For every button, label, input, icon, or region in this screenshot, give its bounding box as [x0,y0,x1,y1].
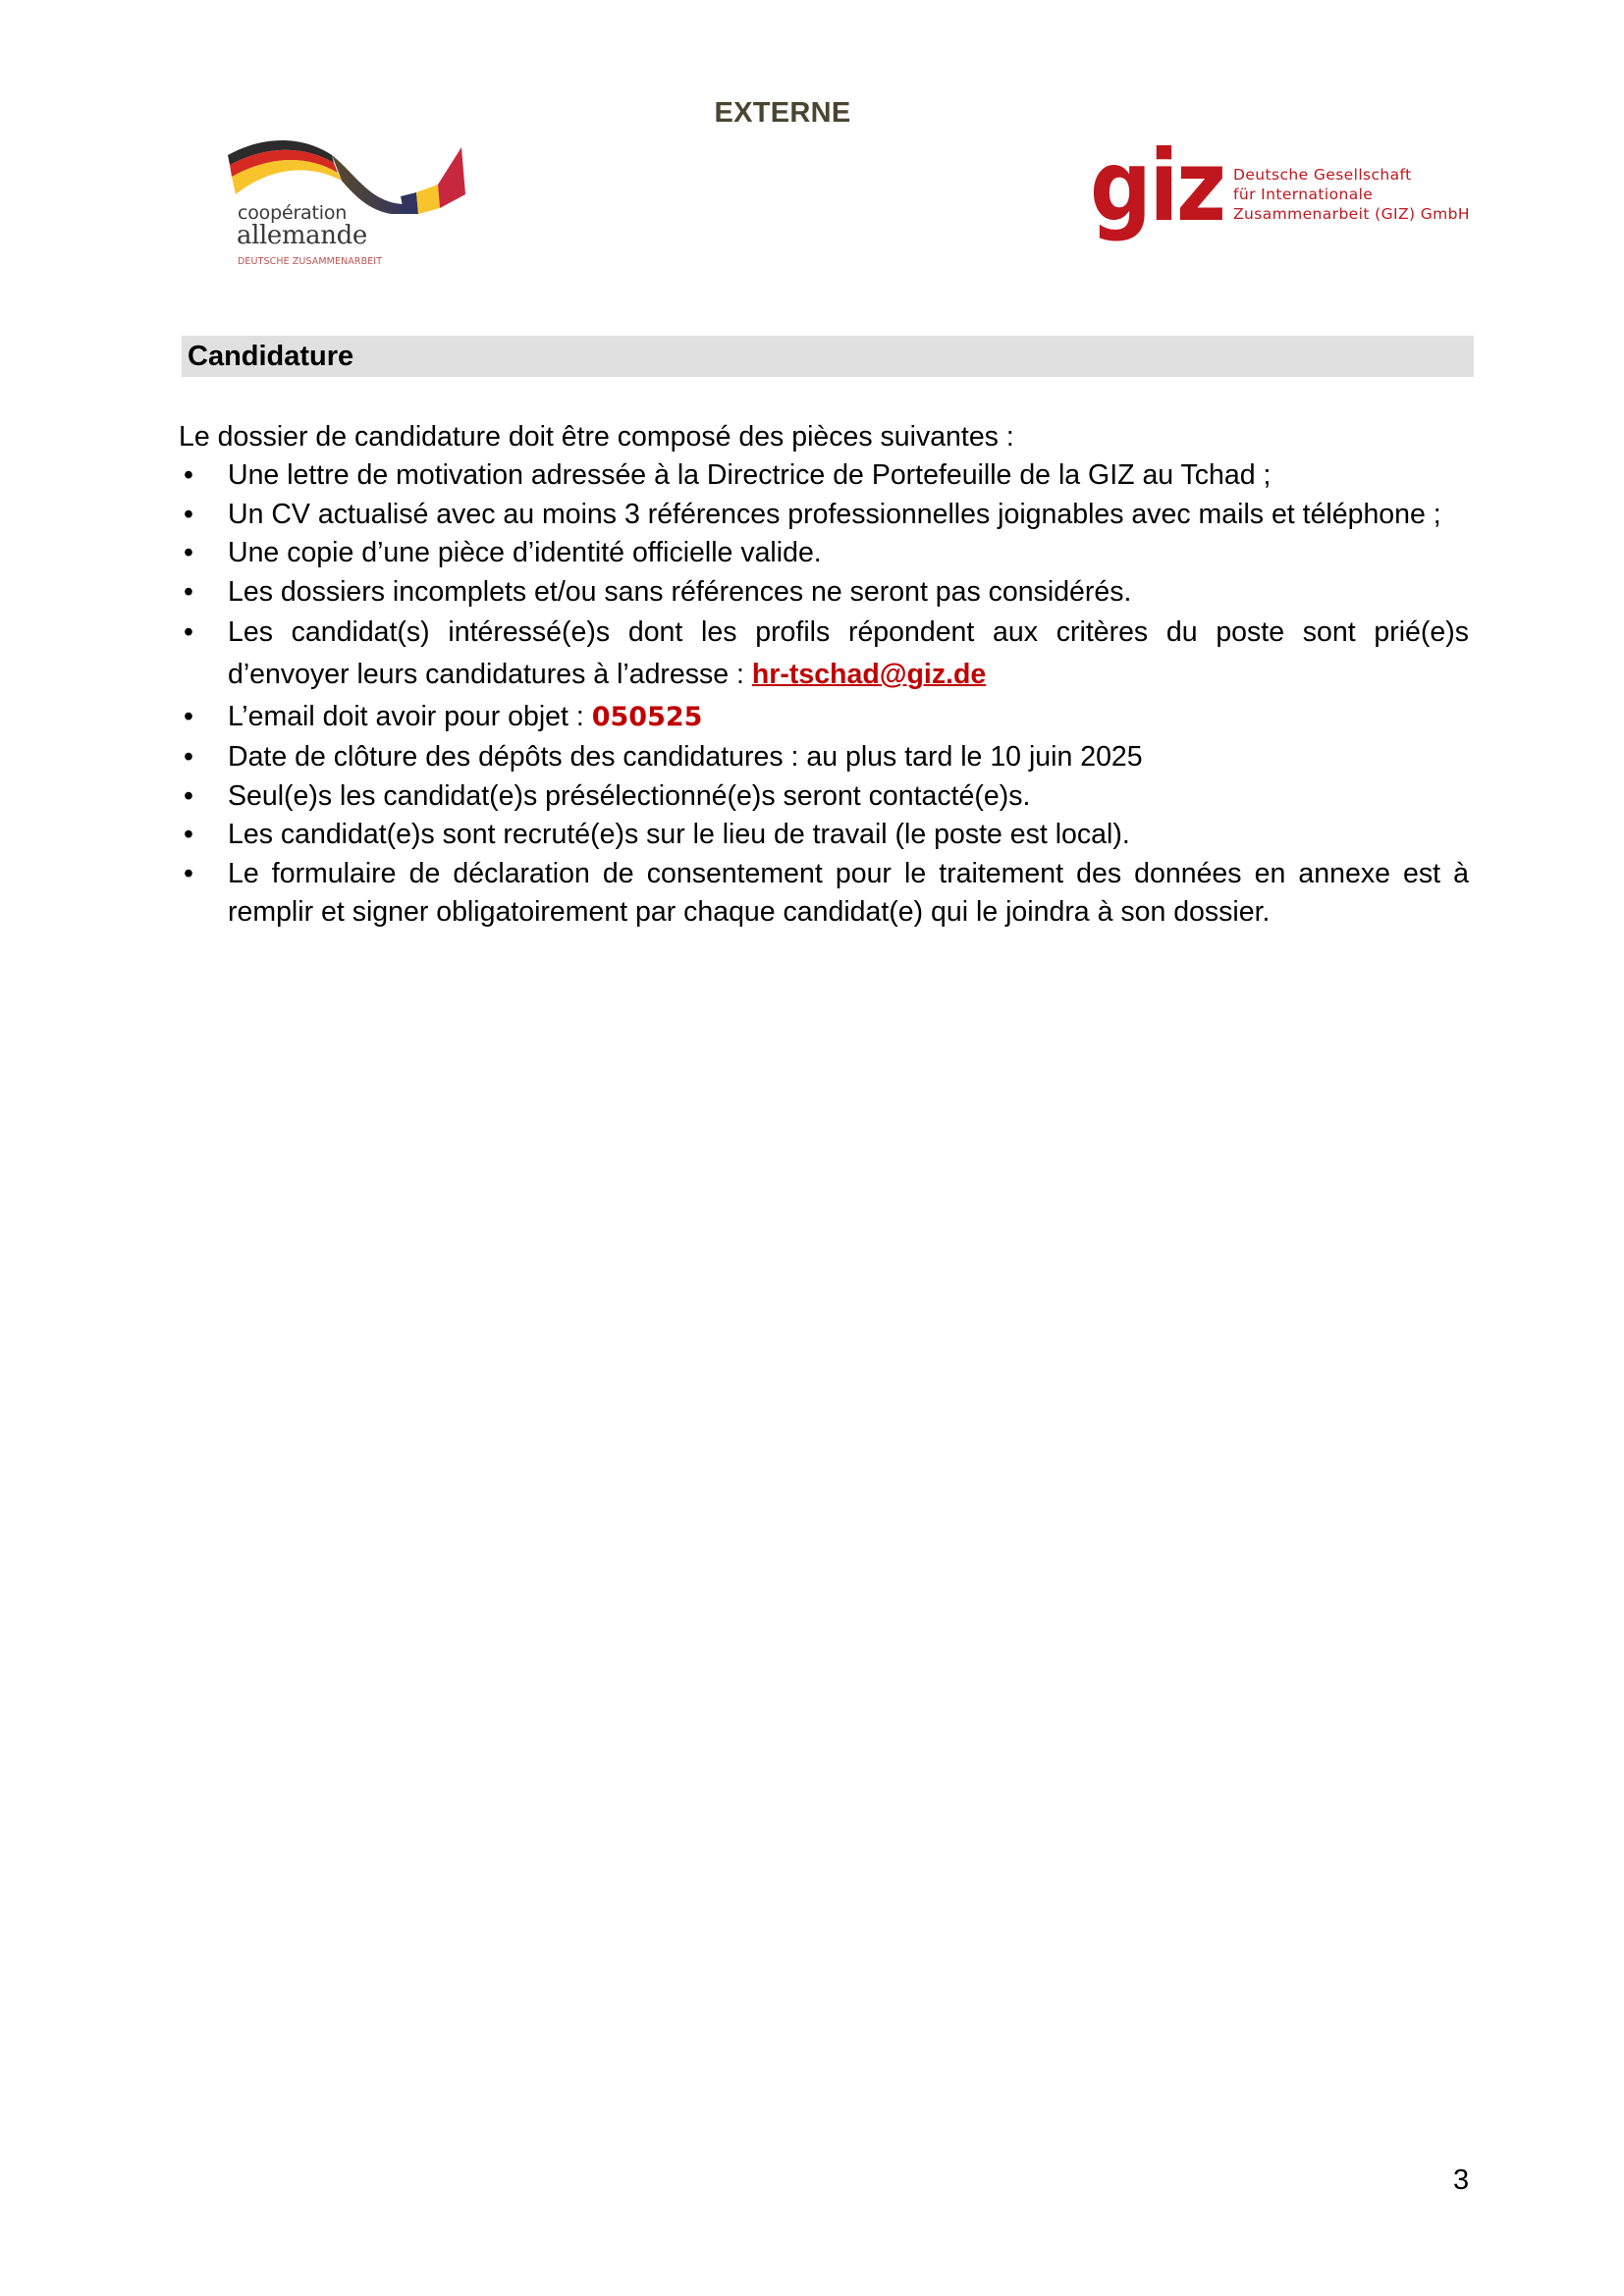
bullet-icon: • [184,857,193,889]
giz-name-line-2: für Internationale [1233,186,1374,203]
list-item: • L’email doit avoir pour objet : 050525 [179,696,1469,738]
bullet-icon: • [184,741,193,773]
logo-text-cooperation: coopération [238,202,348,224]
cooperation-allemande-logo [224,135,469,273]
list-item: • Date de clôture des dépôts des candidatures : au plus tard le 10 juin 2025 [179,738,1469,777]
bullet-icon: • [184,819,193,850]
bullet-icon: • [184,459,193,491]
giz-name-line-3: Zusammenarbeit (GIZ) GmbH [1233,205,1470,223]
requirements-list [179,456,1469,933]
logo-text-deutsche-zusammenarbeit: DEUTSCHE ZUSAMMENARBEIT [238,256,383,267]
intro-text: Le dossier de candidature doit être composé des pièces suivantes : [179,421,1014,453]
classification-label: EXTERNE [714,97,851,129]
giz-wordmark: giz [1090,129,1224,243]
bullet-icon: • [184,779,193,812]
bullet-icon: • [184,537,193,568]
page-number: 3 [1453,2164,1470,2196]
list-item: • Un CV actualisé avec au moins 3 références professionnelles joignables avec mails et téléphone ; [179,496,1469,535]
section-heading-band [182,336,1474,377]
list-item: • Une lettre de motivation adressée à la Directrice de Portefeuille de la GIZ au Tchad ; [179,456,1469,496]
email-link[interactable]: hr-tschad@giz.de [751,659,987,690]
section-body [179,417,1469,933]
logo-text-allemande: allemande [237,221,367,250]
list-item: • Les candidat(e)s sont recruté(e)s sur le lieu de travail (le poste est local). [179,816,1469,855]
bullet-icon: • [184,575,193,608]
list-item: • Seul(e)s les candidat(e)s présélectionné(e)s seront contacté(e)s. [179,777,1469,817]
giz-name-line-1: Deutsche Gesellschaft [1233,166,1412,184]
bullet-icon: • [184,616,193,648]
bullet-icon: • [184,701,193,732]
section-title: Candidature [188,341,354,372]
giz-logo [1090,129,1483,255]
list-item: • Les candidat(s) intéressé(e)s dont les profils répondent aux critères du poste sont prié(e)s d’envoyer leurs candidatures à l’adresse : hr-tschad@giz.de [179,612,1469,696]
giz-full-name [1233,165,1470,224]
list-item: • Le formulaire de déclaration de consentement pour le traitement des données en annexe est à remplir et signer obligatoirement par chaque candidat(e) qui le joindra à son dossier. [179,855,1469,933]
bullet-icon: • [184,498,193,530]
email-subject-code: 050525 [591,702,703,732]
list-item: • Une copie d’une pièce d’identité officielle valide. [179,534,1469,573]
list-item: • Les dossiers incomplets et/ou sans références ne seront pas considérés. [179,573,1469,613]
